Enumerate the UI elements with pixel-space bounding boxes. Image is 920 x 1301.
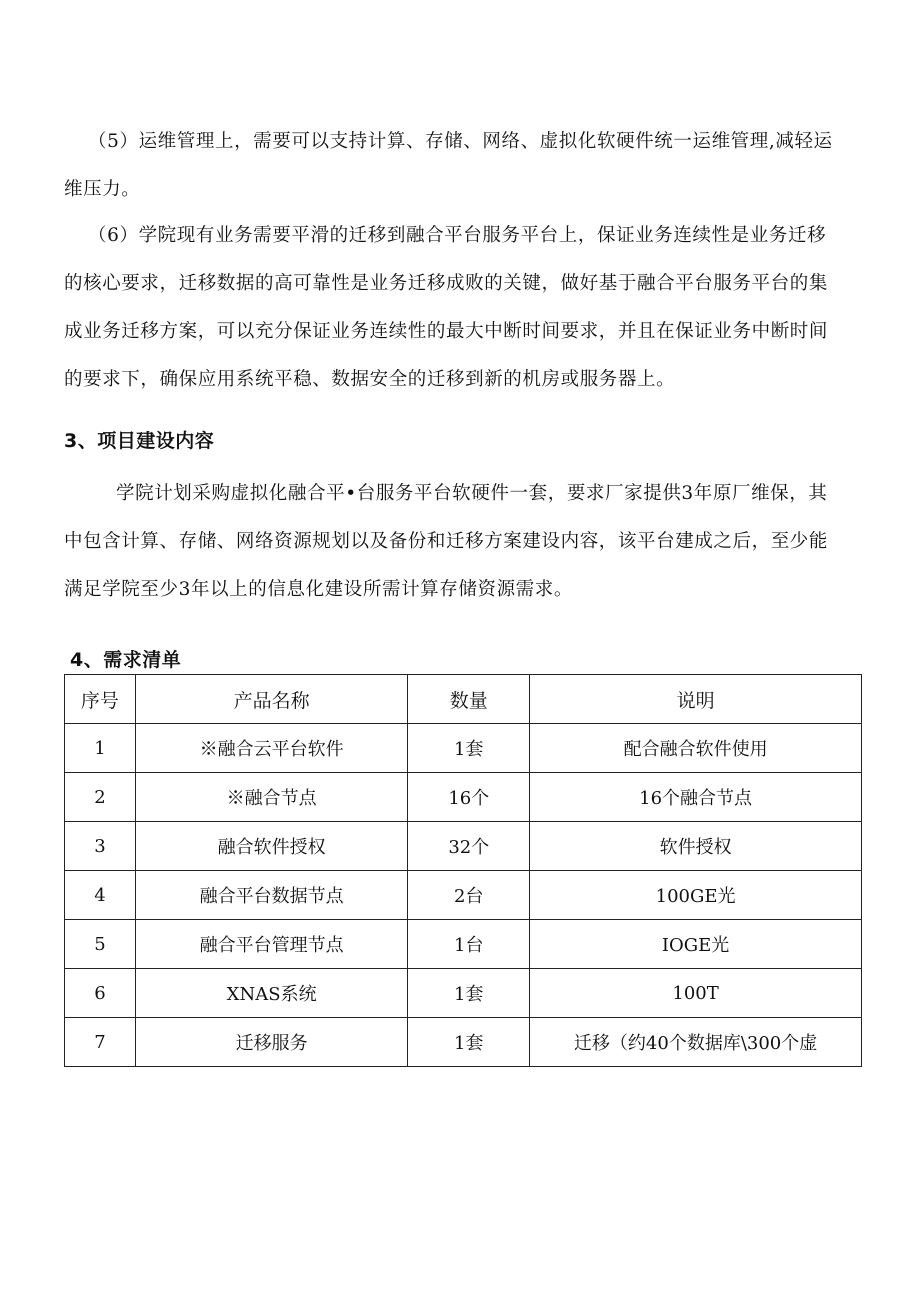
section-3-heading: 3、项目建设内容 <box>64 430 215 452</box>
table-row <box>65 822 862 871</box>
paragraph-6-line-3: 成业务迁移方案，可以充分保证业务连续性的最大中断时间要求，并且在保证业务中断时间 <box>64 321 829 342</box>
cell-quantity: 1台 <box>408 920 530 969</box>
table-row <box>65 724 862 773</box>
cell-quantity: 16个 <box>408 773 530 822</box>
table-row <box>65 773 862 822</box>
cell-description: 配合融合软件使用 <box>530 724 862 773</box>
cell-seq: 1 <box>65 724 136 773</box>
paragraph-6 <box>64 212 864 404</box>
cell-quantity: 1套 <box>408 969 530 1018</box>
paragraph-5-line-2: 维压力。 <box>64 179 141 200</box>
cell-quantity: 1套 <box>408 724 530 773</box>
cell-description: 100T <box>530 969 862 1018</box>
header-description: 说明 <box>530 675 862 724</box>
cell-seq: 7 <box>65 1018 136 1067</box>
cell-seq: 5 <box>65 920 136 969</box>
cell-seq: 3 <box>65 822 136 871</box>
section-3-line-3: 满足学院至少3年以上的信息化建设所需计算存储资源需求。 <box>64 579 573 600</box>
section-4-heading: 4、需求清单 <box>70 649 182 671</box>
section-3-line-2: 中包含计算、存储、网络资源规划以及备份和迁移方案建设内容，该平台建成之后，至少能 <box>64 531 829 552</box>
paragraph-6-line-4: 的要求下，确保应用系统平稳、数据安全的迁移到新的机房或服务器上。 <box>64 369 676 390</box>
cell-description: 16个融合节点 <box>530 773 862 822</box>
cell-product-name: 融合平台数据节点 <box>135 871 408 920</box>
cell-quantity: 1套 <box>408 1018 530 1067</box>
paragraph-5-line-1: （5）运维管理上，需要可以支持计算、存储、网络、虚拟化软硬件统一运维管理,减轻运 <box>88 131 833 152</box>
cell-product-name: 融合软件授权 <box>135 822 408 871</box>
cell-product-name: 融合平台管理节点 <box>135 920 408 969</box>
cell-seq: 2 <box>65 773 136 822</box>
table-row <box>65 1018 862 1067</box>
cell-product-name: 迁移服务 <box>135 1018 408 1067</box>
paragraph-6-line-1: （6）学院现有业务需要平滑的迁移到融合平台服务平台上，保证业务连续性是业务迁移 <box>88 225 827 246</box>
requirements-table <box>64 674 862 1067</box>
table-row <box>65 920 862 969</box>
section-3-line-1: 学院计划采购虚拟化融合平•台服务平台软硬件一套，要求厂家提供3年原厂维保，其 <box>116 483 828 504</box>
cell-description: IOGE光 <box>530 920 862 969</box>
table-row <box>65 871 862 920</box>
cell-quantity: 2台 <box>408 871 530 920</box>
cell-seq: 4 <box>65 871 136 920</box>
table-header-row <box>65 675 862 724</box>
cell-product-name: XNAS系统 <box>135 969 408 1018</box>
header-seq: 序号 <box>65 675 136 724</box>
cell-seq: 6 <box>65 969 136 1018</box>
cell-quantity: 32个 <box>408 822 530 871</box>
cell-description: 100GE光 <box>530 871 862 920</box>
header-product-name: 产品名称 <box>135 675 408 724</box>
cell-product-name: ※融合节点 <box>135 773 408 822</box>
paragraph-6-line-2: 的核心要求，迁移数据的高可靠性是业务迁移成败的关键，做好基于融合平台服务平台的集 <box>64 273 829 294</box>
cell-product-name: ※融合云平台软件 <box>135 724 408 773</box>
cell-description: 软件授权 <box>530 822 862 871</box>
table-row <box>65 969 862 1018</box>
section-3-paragraph <box>64 470 864 614</box>
cell-description: 迁移（约40个数据库\300个虚 <box>530 1018 862 1067</box>
header-quantity: 数量 <box>408 675 530 724</box>
paragraph-5 <box>64 118 864 214</box>
